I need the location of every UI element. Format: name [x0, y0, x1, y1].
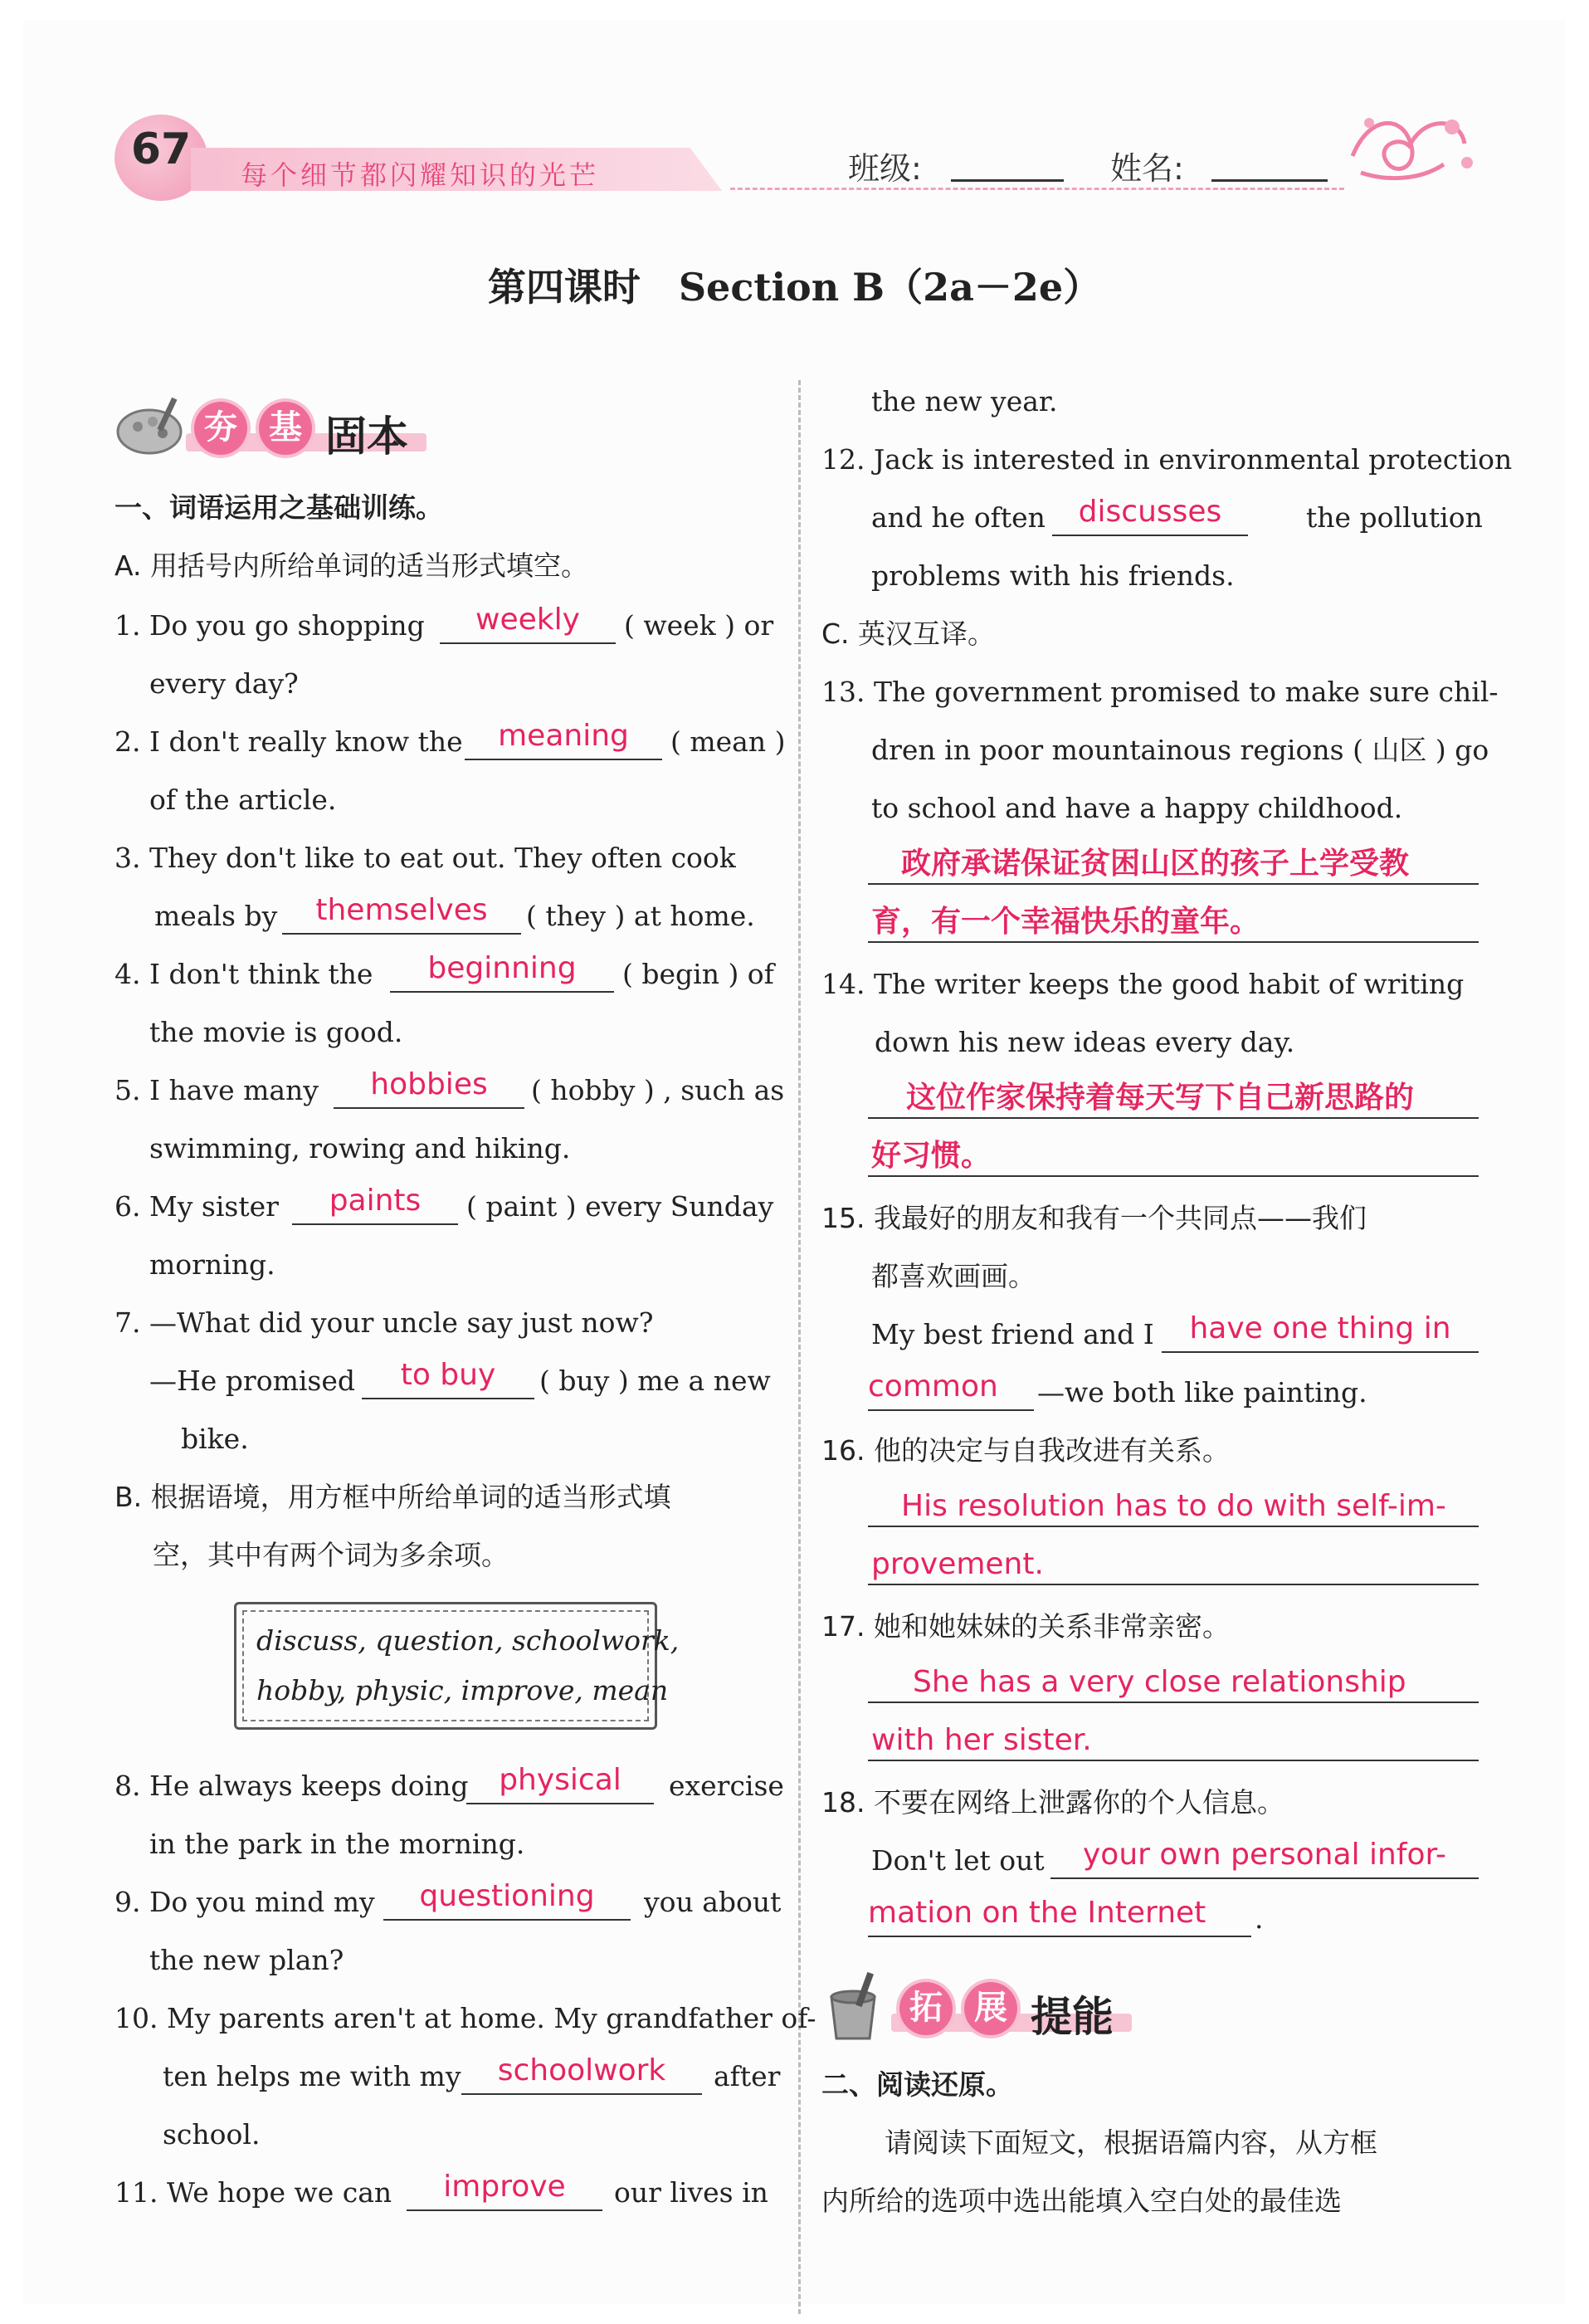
- banner-title: 固本: [325, 413, 408, 461]
- motto-text: 每个细节都闪耀知识的光芒: [241, 159, 600, 191]
- q15-text-cont: 都喜欢画画。: [871, 1260, 1036, 1292]
- q7-text-cont: —He promised: [149, 1365, 355, 1397]
- q3-hint: ( they ) at home.: [526, 900, 755, 932]
- q8-answer: physical: [499, 1763, 621, 1797]
- word-box-line: discuss, question, schoolwork,: [256, 1624, 680, 1657]
- q11-text-after: our lives in: [614, 2176, 768, 2209]
- name-label: 姓名:: [1110, 150, 1184, 187]
- q7-hint: ( buy ) me a new: [539, 1365, 771, 1397]
- q1-answer: weekly: [475, 603, 580, 637]
- q11-text: 11. We hope we can: [115, 2176, 392, 2209]
- part2-instruction: 请阅读下面短文，根据语篇内容，从方框: [885, 2126, 1377, 2159]
- q14-text: 14. The writer keeps the good habit of writing: [821, 968, 1465, 1000]
- q16-answer-line[interactable]: [868, 1584, 1479, 1585]
- q7-text: 7. —What did your uncle say just now?: [115, 1306, 654, 1339]
- q6-answer: paints: [329, 1184, 422, 1218]
- q16-answer-line[interactable]: [868, 1526, 1479, 1527]
- word-box-line: hobby, physic, improve, mean: [256, 1674, 669, 1706]
- paint-bucket-icon: [820, 1972, 894, 2042]
- q4-answer: beginning: [427, 951, 577, 985]
- q18-answer-field-cont[interactable]: [868, 1896, 1251, 1937]
- q15-answer-cont: common: [868, 1370, 998, 1404]
- banner-bubble: 展: [964, 1982, 1017, 2035]
- q12-text: 12. Jack is interested in environmental protection: [821, 443, 1513, 476]
- q9-text-cont: the new plan?: [149, 1944, 344, 1976]
- q16-answer: His resolution has to do with self-im-: [901, 1489, 1446, 1523]
- q18-answer-cont: mation on the Internet: [868, 1896, 1206, 1930]
- q2-answer-field[interactable]: [465, 719, 662, 760]
- q17-answer-line[interactable]: [868, 1702, 1479, 1703]
- q2-answer: meaning: [498, 719, 629, 753]
- q18-answer-field[interactable]: [1050, 1838, 1479, 1879]
- part-c-instruction: C. 英汉互译。: [821, 618, 996, 650]
- q14-answer-line[interactable]: [868, 1117, 1479, 1119]
- q14-answer: 这位作家保持着每天写下自己新思路的: [906, 1081, 1415, 1115]
- lesson-title: 第四课时 Section B（2a－2e）: [487, 265, 1102, 310]
- q1-hint: ( week ) or: [624, 609, 774, 642]
- floral-ornament-icon: [1344, 98, 1477, 189]
- section-banner-basics: [115, 392, 430, 461]
- q9-answer-field[interactable]: [383, 1879, 631, 1921]
- q10-text-after: after: [714, 2060, 781, 2092]
- q15-text-end: —we both like painting.: [1037, 1376, 1367, 1409]
- q6-text-cont: morning.: [149, 1248, 275, 1281]
- q4-hint: ( begin ) of: [622, 958, 774, 990]
- part2-heading: 二、阅读还原。: [821, 2068, 1013, 2101]
- q16-answer-cont: provement.: [871, 1547, 1044, 1581]
- class-field[interactable]: [951, 179, 1064, 182]
- palette-icon: [115, 392, 189, 461]
- q13-text-cont: dren in poor mountainous regions ( 山区 ) go: [871, 734, 1489, 766]
- q5-text: 5. I have many: [115, 1074, 319, 1106]
- q13-answer-cont: 育，有一个幸福快乐的童年。: [871, 905, 1260, 939]
- q3-text-cont: meals by: [154, 900, 278, 932]
- q18-answer: your own personal infor-: [1082, 1838, 1447, 1872]
- q17-answer-cont: with her sister.: [871, 1723, 1092, 1757]
- q3-answer: themselves: [315, 893, 488, 927]
- part2-instruction-cont: 内所给的选项中选出能填入空白处的最佳选: [821, 2185, 1342, 2217]
- q2-hint: ( mean ): [670, 725, 786, 758]
- q2-text-cont: of the article.: [149, 784, 337, 816]
- q6-hint: ( paint ) every Sunday: [466, 1190, 774, 1223]
- q8-text-after: exercise: [669, 1770, 784, 1802]
- q5-answer-field[interactable]: [334, 1067, 524, 1109]
- q11-text-cont: the new year.: [871, 385, 1058, 417]
- q10-text-cont: ten helps me with my: [163, 2060, 461, 2092]
- part-b-instruction-cont: 空，其中有两个词为多余项。: [153, 1539, 509, 1571]
- q6-text: 6. My sister: [115, 1190, 279, 1223]
- q18-period: .: [1255, 1902, 1264, 1935]
- q12-text-after: the pollution: [1306, 501, 1483, 534]
- q15-answer: have one thing in: [1189, 1311, 1451, 1345]
- q11-answer-field[interactable]: [407, 2170, 602, 2211]
- part-a-instruction: A. 用括号内所给单词的适当形式填空。: [115, 549, 588, 582]
- q11-answer: improve: [443, 2170, 566, 2204]
- q14-answer-cont: 好习惯。: [871, 1139, 992, 1173]
- q12-answer-field[interactable]: [1052, 495, 1248, 536]
- q12-text-end: problems with his friends.: [871, 559, 1235, 592]
- q10-text: 10. My parents aren't at home. My grandfather of-: [115, 2002, 816, 2034]
- q8-answer-field[interactable]: [466, 1763, 654, 1804]
- q17-text: 17. 她和她妹妹的关系非常亲密。: [821, 1610, 1230, 1643]
- q9-text: 9. Do you mind my: [115, 1886, 375, 1918]
- banner-bubble: 拓: [899, 1982, 953, 2035]
- q17-answer: She has a very close relationship: [913, 1665, 1406, 1699]
- q7-answer: to buy: [400, 1358, 496, 1392]
- q12-text-cont: and he often: [871, 501, 1046, 534]
- q7-answer-field[interactable]: [362, 1358, 534, 1399]
- q4-answer-field[interactable]: [390, 951, 614, 993]
- word-box: [234, 1602, 680, 1730]
- q15-text-en: My best friend and I: [871, 1318, 1154, 1350]
- name-field[interactable]: [1211, 179, 1328, 182]
- q15-answer-field[interactable]: [1162, 1311, 1479, 1353]
- banner-bubble: 基: [259, 402, 312, 455]
- q1-answer-field[interactable]: [440, 603, 616, 644]
- q3-answer-field[interactable]: [282, 893, 521, 935]
- q1-text-cont: every day?: [149, 667, 299, 700]
- q16-text: 16. 他的决定与自我改进有关系。: [821, 1434, 1230, 1467]
- q1-text: 1. Do you go shopping: [115, 609, 425, 642]
- q7-text-end: bike.: [181, 1423, 249, 1455]
- banner-title: 提能: [1031, 1993, 1114, 2041]
- q3-text: 3. They don't like to eat out. They often cook: [115, 842, 736, 874]
- q10-answer-field[interactable]: [461, 2053, 702, 2095]
- part-b-instruction: B. 根据语境，用方框中所给单词的适当形式填: [115, 1481, 671, 1513]
- q9-answer: questioning: [419, 1879, 595, 1913]
- q5-answer: hobbies: [370, 1067, 488, 1101]
- q13-answer: 政府承诺保证贫困山区的孩子上学受教: [901, 847, 1410, 881]
- q8-text-cont: in the park in the morning.: [149, 1828, 525, 1860]
- q15-answer-field-cont[interactable]: [868, 1370, 1034, 1411]
- part1-heading: 一、词语运用之基础训练。: [115, 491, 443, 524]
- section-banner-extend: [820, 1972, 1135, 2042]
- q15-text: 15. 我最好的朋友和我有一个共同点——我们: [821, 1202, 1367, 1234]
- q9-text-after: you about: [644, 1886, 782, 1918]
- q13-answer-line[interactable]: [868, 941, 1479, 943]
- banner-bubble: 夯: [194, 402, 247, 455]
- page-number: 67: [130, 124, 192, 174]
- q4-text-cont: the movie is good.: [149, 1016, 403, 1048]
- q17-answer-line[interactable]: [868, 1760, 1479, 1761]
- q5-text-cont: swimming, rowing and hiking.: [149, 1132, 571, 1164]
- q10-text-end: school.: [163, 2118, 261, 2151]
- q14-text-cont: down his new ideas every day.: [875, 1026, 1295, 1058]
- q2-text: 2. I don't really know the: [115, 725, 463, 758]
- q13-text: 13. The government promised to make sure chil-: [821, 676, 1499, 708]
- q13-answer-line[interactable]: [868, 883, 1479, 885]
- q4-text: 4. I don't think the: [115, 958, 373, 990]
- q13-text-end: to school and have a happy childhood.: [871, 792, 1403, 824]
- q6-answer-field[interactable]: [292, 1184, 458, 1225]
- q18-text: 18. 不要在网络上泄露你的个人信息。: [821, 1786, 1284, 1819]
- class-label: 班级:: [848, 150, 922, 187]
- q8-text: 8. He always keeps doing: [115, 1770, 469, 1802]
- q5-hint: ( hobby ) , such as: [531, 1074, 785, 1106]
- header-divider: [730, 188, 1344, 190]
- q10-answer: schoolwork: [497, 2053, 666, 2087]
- q14-answer-line[interactable]: [868, 1175, 1479, 1177]
- q18-text-en: Don't let out: [871, 1844, 1045, 1877]
- q12-answer: discusses: [1078, 495, 1222, 529]
